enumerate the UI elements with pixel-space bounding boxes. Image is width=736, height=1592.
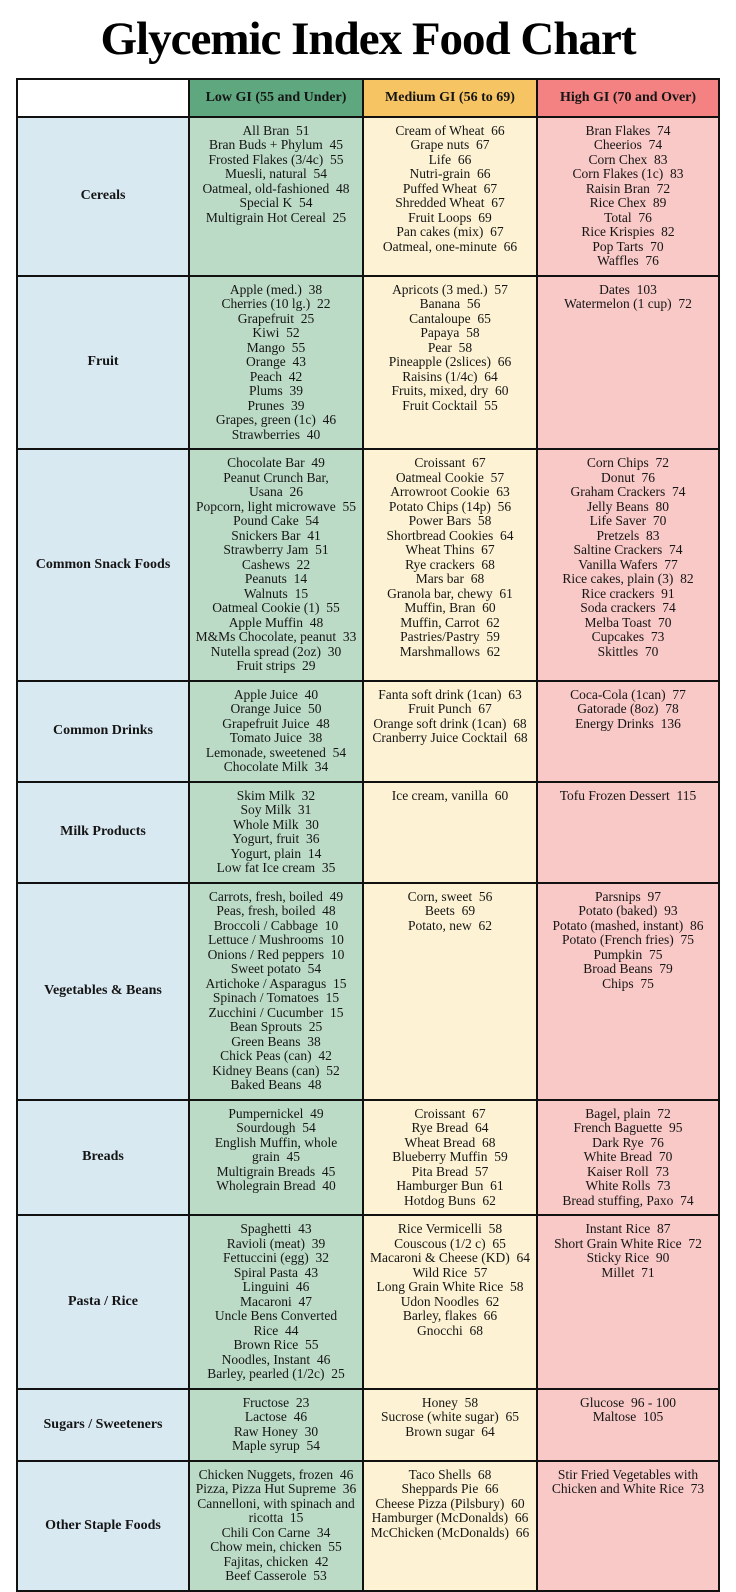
food-item: French Baguette 95: [573, 1120, 683, 1136]
food-item: All Bran 51: [242, 122, 310, 138]
food-item: Raisins (1/4c) 64: [402, 368, 498, 384]
food-item: Frosted Flakes (3/4c) 55: [208, 151, 344, 167]
food-item: Plums 39: [248, 383, 303, 399]
medium-gi-cell: [363, 1215, 537, 1389]
food-item: Chicken Nuggets, frozen 46: [198, 1466, 354, 1482]
food-item: Raw Honey 30: [233, 1423, 319, 1439]
food-item: Chick Peas (can) 42: [220, 1048, 332, 1064]
food-item: Artichoke / Asparagus 15: [205, 975, 347, 991]
food-item: Peanut Crunch Bar, Usana 26: [223, 469, 329, 500]
food-item: Chow mein, chicken 55: [210, 1539, 342, 1555]
food-item: Granola bar, chewy 61: [387, 585, 513, 601]
food-item: Total 76: [604, 209, 652, 225]
food-item: Walnuts 15: [243, 585, 309, 601]
food-item: Zucchini / Cucumber 15: [208, 1004, 344, 1020]
high-gi-cell: [537, 782, 719, 883]
food-item: Power Bars 58: [408, 513, 492, 529]
food-item: Pan cakes (mix) 67: [396, 224, 504, 240]
food-item: Linguini 46: [242, 1279, 310, 1295]
food-item: Croissant 67: [414, 1105, 486, 1121]
food-item: Instant Rice 87: [585, 1221, 671, 1237]
food-item: M&Ms Chocolate, peanut 33: [195, 629, 357, 645]
food-item: Donut 76: [601, 469, 655, 485]
category-label: Cereals: [17, 117, 189, 276]
food-item: Ice cream, vanilla 60: [391, 787, 509, 803]
high-gi-cell: [537, 1461, 719, 1591]
food-item: Peach 42: [249, 368, 303, 384]
food-item: Low fat Ice cream 35: [216, 860, 336, 876]
medium-gi-cell: [363, 883, 537, 1100]
food-item: Grapes, green (1c) 46: [215, 412, 337, 428]
food-item: Yogurt, plain 14: [230, 845, 322, 861]
food-item: Long Grain White Rice 58: [376, 1279, 524, 1295]
gi-table: [16, 78, 720, 1592]
food-item: Whole Milk 30: [233, 816, 319, 832]
food-item: Kidney Beans (can) 52: [212, 1062, 340, 1078]
column-header-low-gi: Low GI (55 and Under): [189, 79, 363, 117]
low-gi-cell: [189, 782, 363, 883]
food-item: Banana 56: [419, 296, 481, 312]
food-item: Spaghetti 43: [240, 1221, 312, 1237]
food-item: Beets 69: [424, 903, 476, 919]
column-header-medium-gi: Medium GI (56 to 69): [363, 79, 537, 117]
food-item: Strawberries 40: [231, 426, 321, 442]
food-item: Rice cakes, plain (3) 82: [562, 571, 694, 587]
food-item: Multigrain Hot Cereal 25: [205, 209, 347, 225]
food-item: Vanilla Wafers 77: [578, 556, 678, 572]
food-item: Pop Tarts 70: [592, 238, 664, 254]
table-row: [17, 449, 719, 681]
medium-gi-cell: [363, 1461, 537, 1591]
food-item: Onions / Red peppers 10: [207, 946, 345, 962]
food-item: Rice Krispies 82: [581, 224, 675, 240]
food-item: Grape nuts 67: [410, 137, 490, 153]
food-item: Lemonade, sweetened 54: [205, 744, 347, 760]
food-item: Chocolate Bar 49: [227, 455, 325, 471]
food-item: Pretzels 83: [596, 527, 660, 543]
food-item: Wholegrain Bread 40: [216, 1178, 336, 1194]
food-item: Special K 54: [239, 195, 313, 211]
food-item: Cheerios 74: [593, 137, 663, 153]
medium-gi-cell: [363, 276, 537, 450]
low-gi-cell: [189, 1461, 363, 1591]
food-item: Muffin, Bran 60: [404, 600, 496, 616]
food-item: Marshmallows 62: [399, 643, 501, 659]
food-item: Cannelloni, with spinach and ricotta 15: [197, 1495, 355, 1526]
food-item: Barley, flakes 66: [402, 1308, 498, 1324]
food-item: Parsnips 97: [594, 888, 661, 904]
food-item: McChicken (McDonalds) 66: [370, 1524, 530, 1540]
category-label: Fruit: [17, 276, 189, 450]
food-item: Cranberry Juice Cocktail 68: [372, 730, 528, 746]
table-row: [17, 1215, 719, 1389]
food-item: Orange soft drink (1can) 68: [373, 715, 527, 731]
food-item: Carrots, fresh, boiled 49: [208, 888, 344, 904]
food-item: Chips 75: [602, 975, 654, 991]
food-item: Skittles 70: [597, 643, 659, 659]
food-item: Kiwi 52: [252, 325, 300, 341]
food-item: Fajitas, chicken 42: [223, 1553, 329, 1569]
food-item: White Bread 70: [583, 1149, 673, 1165]
category-label: Breads: [17, 1100, 189, 1216]
food-item: Tomato Juice 38: [229, 730, 323, 746]
food-item: Snickers Bar 41: [231, 527, 321, 543]
medium-gi-cell: [363, 1389, 537, 1461]
food-item: Bean Sprouts 25: [229, 1019, 323, 1035]
food-item: Potato (French fries) 75: [562, 932, 694, 948]
food-item: Green Beans 38: [231, 1033, 321, 1049]
food-item: Fettuccini (egg) 32: [222, 1250, 330, 1266]
corner-cell: [17, 79, 189, 117]
table-row: [17, 276, 719, 450]
category-label: Common Drinks: [17, 681, 189, 782]
category-label: Milk Products: [17, 782, 189, 883]
food-item: Stir Fried Vegetables with Chicken and White Rice 73: [551, 1466, 705, 1497]
category-label: Sugars / Sweeteners: [17, 1389, 189, 1461]
food-item: Noodles, Instant 46: [221, 1351, 331, 1367]
low-gi-cell: [189, 276, 363, 450]
food-item: Lettuce / Mushrooms 10: [208, 932, 344, 948]
food-item: Brown sugar 64: [405, 1423, 495, 1439]
table-row: [17, 1389, 719, 1461]
food-item: Chili Con Carne 34: [221, 1524, 331, 1540]
food-item: Life Saver 70: [589, 513, 667, 529]
gi-table-header: [17, 79, 719, 117]
food-item: Sticky Rice 90: [586, 1250, 670, 1266]
food-item: Oatmeal, one-minute 66: [382, 238, 518, 254]
food-item: Maltose 105: [592, 1409, 664, 1425]
food-item: Potato (mashed, instant) 86: [552, 917, 704, 933]
food-item: Bran Flakes 74: [585, 122, 671, 138]
low-gi-cell: [189, 883, 363, 1100]
food-item: Grapefruit 25: [237, 310, 315, 326]
food-item: Spinach / Tomatoes 15: [212, 990, 340, 1006]
food-item: Tofu Frozen Dessert 115: [559, 787, 697, 803]
food-item: Oatmeal Cookie 57: [395, 469, 505, 485]
high-gi-cell: [537, 276, 719, 450]
gi-table-body: [17, 117, 719, 1591]
food-item: Skim Milk 32: [236, 787, 316, 803]
food-item: Pineapple (2slices) 66: [388, 354, 512, 370]
food-item: Pastries/Pastry 59: [400, 629, 500, 645]
food-item: Fruits, mixed, dry 60: [391, 383, 509, 399]
food-item: Wheat Bread 68: [404, 1134, 496, 1150]
food-item: Waffles 76: [597, 253, 659, 269]
food-item: Broad Beans 79: [583, 961, 673, 977]
food-item: Strawberry Jam 51: [223, 542, 329, 558]
food-item: Fruit Punch 67: [408, 701, 492, 717]
food-item: Potato Chips (14p) 56: [388, 498, 512, 514]
food-item: Orange Juice 50: [230, 701, 322, 717]
food-item: Apple (med.) 38: [229, 281, 323, 297]
food-item: Bagel, plain 72: [585, 1105, 671, 1121]
medium-gi-cell: [363, 449, 537, 681]
food-item: Short Grain White Rice 72: [554, 1235, 702, 1251]
food-item: Life 66: [428, 151, 472, 167]
food-item: Millet 71: [601, 1264, 655, 1280]
food-item: Fanta soft drink (1can) 63: [378, 686, 522, 702]
food-item: Macaroni 47: [240, 1293, 312, 1309]
low-gi-cell: [189, 681, 363, 782]
food-item: Cherries (10 lg.) 22: [221, 296, 331, 312]
food-item: Cupcakes 73: [591, 629, 665, 645]
food-item: Pizza, Pizza Hut Supreme 36: [195, 1481, 357, 1497]
food-item: Bread stuffing, Paxo 74: [562, 1192, 694, 1208]
table-row: [17, 883, 719, 1100]
table-row: [17, 1461, 719, 1591]
food-item: Potato, new 62: [408, 917, 492, 933]
food-item: Watermelon (1 cup) 72: [564, 296, 692, 312]
food-item: Cashews 22: [241, 556, 311, 572]
food-item: Rice crackers 91: [581, 585, 675, 601]
food-item: Taco Shells 68: [408, 1466, 492, 1482]
food-item: Popcorn, light microwave 55: [195, 498, 357, 514]
food-item: Pound Cake 54: [233, 513, 319, 529]
page-title: Glycemic Index Food Chart: [100, 13, 636, 65]
food-item: Peas, fresh, boiled 48: [216, 903, 336, 919]
food-item: Wild Rice 57: [412, 1264, 488, 1280]
food-item: Chocolate Milk 34: [223, 759, 329, 775]
food-item: Orange 43: [246, 354, 306, 370]
food-item: Gatorade (8oz) 78: [577, 701, 679, 717]
high-gi-cell: [537, 449, 719, 681]
food-item: Bran Buds + Phylum 45: [209, 137, 343, 153]
food-item: Rye crackers 68: [405, 556, 495, 572]
low-gi-cell: [189, 1215, 363, 1389]
food-item: Fructose 23: [242, 1394, 310, 1410]
food-item: Maple syrup 54: [231, 1438, 321, 1454]
food-item: Honey 58: [421, 1394, 479, 1410]
category-label: Pasta / Rice: [17, 1215, 189, 1389]
food-item: Broccoli / Cabbage 10: [213, 917, 339, 933]
high-gi-cell: [537, 681, 719, 782]
food-item: Rice Vermicelli 58: [397, 1221, 503, 1237]
food-item: Beef Casserole 53: [225, 1568, 327, 1584]
food-item: Papaya 58: [420, 325, 480, 341]
food-item: Cantaloupe 65: [409, 310, 491, 326]
category-label: Common Snack Foods: [17, 449, 189, 681]
food-item: Fruit strips 29: [236, 658, 316, 674]
column-header-high-gi: High GI (70 and Over): [537, 79, 719, 117]
food-item: Prunes 39: [247, 397, 305, 413]
food-item: Fruit Loops 69: [408, 209, 492, 225]
food-item: Pumpkin 75: [593, 946, 663, 962]
food-item: Blueberry Muffin 59: [392, 1149, 508, 1165]
table-row: [17, 782, 719, 883]
high-gi-cell: [537, 1215, 719, 1389]
food-item: Hotdog Buns 62: [404, 1192, 496, 1208]
food-item: Dark Rye 76: [592, 1134, 664, 1150]
food-item: Macaroni & Cheese (KD) 64: [369, 1250, 531, 1266]
food-item: Sourdough 54: [236, 1120, 316, 1136]
low-gi-cell: [189, 1389, 363, 1461]
food-item: Corn, sweet 56: [407, 888, 493, 904]
food-item: Peanuts 14: [244, 571, 308, 587]
food-item: Muesli, natural 54: [225, 166, 327, 182]
food-item: Corn Chips 72: [586, 455, 670, 471]
food-item: Muffin, Carrot 62: [400, 614, 500, 630]
food-item: Raisin Bran 72: [585, 180, 671, 196]
table-row: [17, 681, 719, 782]
food-item: Rice Chex 89: [589, 195, 667, 211]
food-item: Baked Beans 48: [230, 1077, 322, 1093]
food-item: Melba Toast 70: [584, 614, 672, 630]
food-item: Couscous (1/2 c) 65: [394, 1235, 506, 1251]
food-item: Puffed Wheat 67: [402, 180, 498, 196]
category-label: Vegetables & Beans: [17, 883, 189, 1100]
food-item: Mars bar 68: [415, 571, 485, 587]
food-item: Croissant 67: [414, 455, 486, 471]
category-label: Other Staple Foods: [17, 1461, 189, 1591]
table-row: [17, 1100, 719, 1216]
food-item: Fruit Cocktail 55: [402, 397, 498, 413]
food-item: Apricots (3 med.) 57: [392, 281, 508, 297]
food-item: Udon Noodles 62: [400, 1293, 500, 1309]
food-item: Soy Milk 31: [240, 802, 312, 818]
low-gi-cell: [189, 1100, 363, 1216]
food-item: Hamburger Bun 61: [396, 1178, 504, 1194]
food-item: Graham Crackers 74: [570, 484, 686, 500]
high-gi-cell: [537, 117, 719, 276]
food-item: Sucrose (white sugar) 65: [381, 1409, 519, 1425]
food-item: Glucose 96 - 100: [580, 1394, 676, 1410]
food-item: Cheese Pizza (Pilsbury) 60: [375, 1495, 525, 1511]
food-item: Corn Flakes (1c) 83: [572, 166, 684, 182]
food-item: Mango 55: [246, 339, 306, 355]
food-item: Kaiser Roll 73: [586, 1163, 670, 1179]
food-item: White Rolls 73: [585, 1178, 671, 1194]
header-row: [17, 79, 719, 117]
food-item: Uncle Bens Converted Rice 44: [214, 1308, 338, 1338]
food-item: Nutri-grain 66: [409, 166, 491, 182]
food-item: Lactose 46: [244, 1409, 308, 1425]
high-gi-cell: [537, 883, 719, 1100]
food-item: Brown Rice 55: [233, 1337, 319, 1353]
food-item: Apple Muffin 48: [228, 614, 324, 630]
food-item: Yogurt, fruit 36: [232, 831, 320, 847]
food-item: Multigrain Breads 45: [216, 1163, 336, 1179]
food-item: Nutella spread (2oz) 30: [210, 643, 342, 659]
food-item: Pita Bread 57: [411, 1163, 489, 1179]
food-item: Wheat Thins 67: [405, 542, 495, 558]
medium-gi-cell: [363, 117, 537, 276]
food-item: Dates 103: [599, 281, 657, 297]
food-item: Shredded Wheat 67: [395, 195, 505, 211]
food-item: Spiral Pasta 43: [233, 1264, 319, 1280]
food-item: Sweet potato 54: [230, 961, 322, 977]
food-item: Soda crackers 74: [580, 600, 676, 616]
food-item: English Muffin, whole grain 45: [214, 1134, 338, 1165]
low-gi-cell: [189, 449, 363, 681]
medium-gi-cell: [363, 1100, 537, 1216]
food-item: Ravioli (meat) 39: [226, 1235, 326, 1251]
low-gi-cell: [189, 117, 363, 276]
food-item: Gnocchi 68: [417, 1322, 483, 1338]
food-item: Hamburger (McDonalds) 66: [371, 1510, 529, 1526]
food-item: Saltine Crackers 74: [573, 542, 683, 558]
food-item: Cream of Wheat 66: [395, 122, 505, 138]
food-item: Corn Chex 83: [588, 151, 668, 167]
medium-gi-cell: [363, 782, 537, 883]
high-gi-cell: [537, 1100, 719, 1216]
food-item: Arrowroot Cookie 63: [390, 484, 510, 500]
food-item: Oatmeal, old-fashioned 48: [202, 180, 350, 196]
food-item: Pear 58: [427, 339, 473, 355]
high-gi-cell: [537, 1389, 719, 1461]
food-item: Pumpernickel 49: [228, 1105, 324, 1121]
medium-gi-cell: [363, 681, 537, 782]
food-item: Grapefruit Juice 48: [222, 715, 330, 731]
food-item: Energy Drinks 136: [575, 715, 681, 731]
food-item: Oatmeal Cookie (1) 55: [212, 600, 340, 616]
food-item: Potato (baked) 93: [578, 903, 678, 919]
food-item: Sheppards Pie 66: [401, 1481, 499, 1497]
table-row: [17, 117, 719, 276]
food-item: Jelly Beans 80: [586, 498, 670, 514]
food-item: Coca-Cola (1can) 77: [570, 686, 686, 702]
food-item: Barley, pearled (1/2c) 25: [207, 1366, 345, 1382]
food-item: Rye Bread 64: [411, 1120, 489, 1136]
food-item: Shortbread Cookies 64: [386, 527, 514, 543]
food-item: Apple Juice 40: [233, 686, 319, 702]
